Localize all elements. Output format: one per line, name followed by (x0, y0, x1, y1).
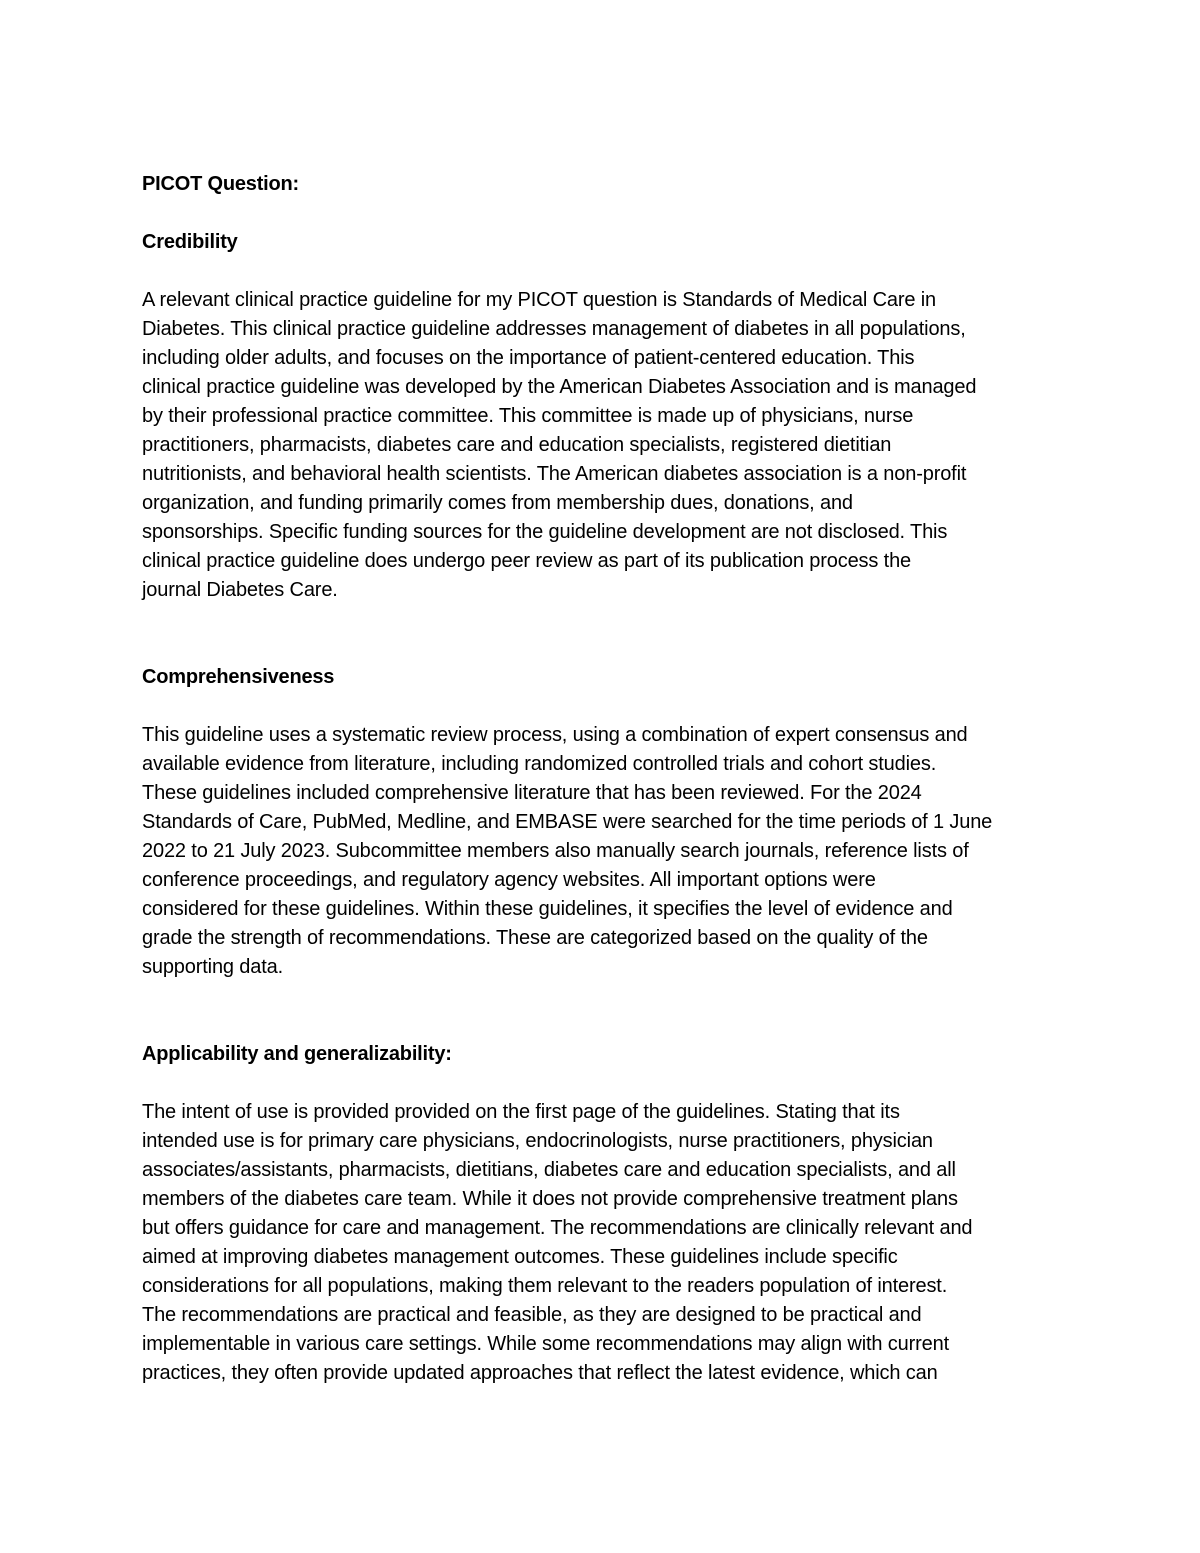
text-line: intended use is for primary care physicians, endocrinologists, nurse practitioners, physician (142, 1130, 933, 1152)
text-line: by their professional practice committee. This committee is made up of physicians, nurse (142, 405, 914, 427)
text-line: clinical practice guideline does undergo peer review as part of its publication process the (142, 550, 912, 572)
text-line: practitioners, pharmacists, diabetes care and education specialists, registered dietitian (142, 434, 892, 456)
picot-heading: PICOT Question: (142, 173, 300, 195)
credibility-heading: Credibility (142, 231, 238, 253)
text-line: supporting data. (142, 956, 284, 978)
text-line: The recommendations are practical and feasible, as they are designed to be practical and (142, 1304, 922, 1326)
text-line: nutritionists, and behavioral health scientists. The American diabetes association is a non-profit (142, 463, 967, 485)
text-line: journal Diabetes Care. (142, 579, 338, 601)
text-line: A relevant clinical practice guideline for my PICOT question is Standards of Medical Care in (142, 289, 936, 311)
text-line: considerations for all populations, making them relevant to the readers population of interest. (142, 1275, 948, 1297)
text-line: available evidence from literature, including randomized controlled trials and cohort studies. (142, 753, 937, 775)
credibility-paragraph (142, 286, 1067, 605)
text-line: clinical practice guideline was developed by the American Diabetes Association and is managed (142, 376, 977, 398)
text-line: These guidelines included comprehensive literature that has been reviewed. For the 2024 (142, 782, 922, 804)
text-line: 2022 to 21 July 2023. Subcommittee members also manually search journals, reference lists of (142, 840, 969, 862)
applicability-heading: Applicability and generalizability: (142, 1043, 452, 1065)
text-line: considered for these guidelines. Within these guidelines, it specifies the level of evidence and (142, 898, 953, 920)
text-line: including older adults, and focuses on the importance of patient-centered education. This (142, 347, 915, 369)
comprehensiveness-heading: Comprehensiveness (142, 666, 335, 688)
text-line: Standards of Care, PubMed, Medline, and EMBASE were searched for the time periods of 1 June (142, 811, 993, 833)
text-line: aimed at improving diabetes management outcomes. These guidelines include specific (142, 1246, 898, 1268)
text-line: but offers guidance for care and management. The recommendations are clinically relevant and (142, 1217, 973, 1239)
text-line: practices, they often provide updated approaches that reflect the latest evidence, which can (142, 1362, 938, 1384)
document-body (142, 170, 1067, 1388)
comprehensiveness-paragraph (142, 721, 1067, 982)
text-line: This guideline uses a systematic review process, using a combination of expert consensus and (142, 724, 968, 746)
text-line: implementable in various care settings. While some recommendations may align with current (142, 1333, 950, 1355)
text-line: organization, and funding primarily comes from membership dues, donations, and (142, 492, 853, 514)
text-line: Diabetes. This clinical practice guideline addresses management of diabetes in all populations, (142, 318, 966, 340)
applicability-paragraph (142, 1098, 1067, 1388)
text-line: The intent of use is provided provided on the first page of the guidelines. Stating that its (142, 1101, 900, 1123)
text-line: members of the diabetes care team. While it does not provide comprehensive treatment plans (142, 1188, 958, 1210)
text-line: grade the strength of recommendations. These are categorized based on the quality of the (142, 927, 928, 949)
text-line: associates/assistants, pharmacists, dietitians, diabetes care and education specialists, and all (142, 1159, 956, 1181)
text-line: conference proceedings, and regulatory agency websites. All important options were (142, 869, 876, 891)
text-line: sponsorships. Specific funding sources for the guideline development are not disclosed. This (142, 521, 948, 543)
